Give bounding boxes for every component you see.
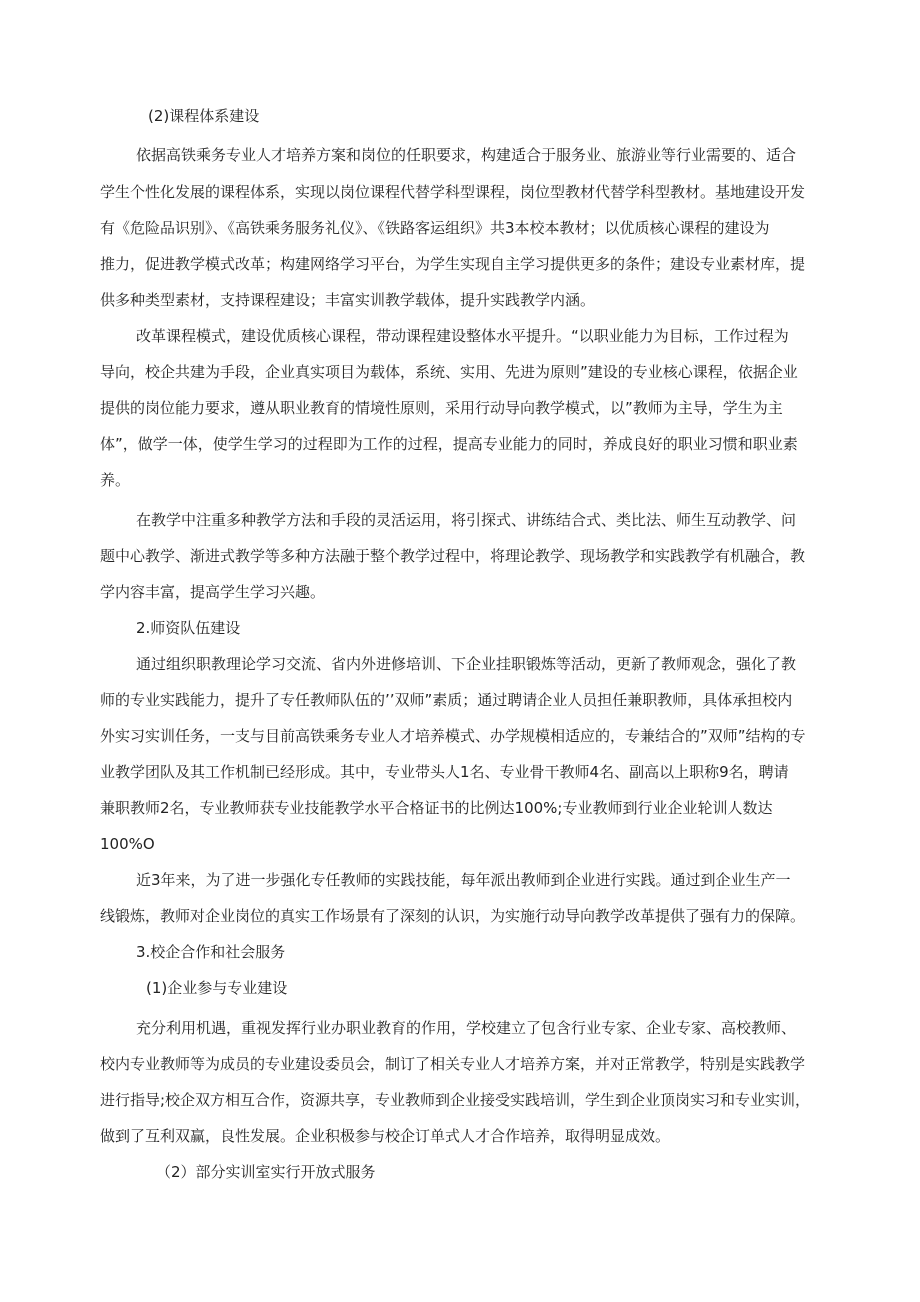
section-heading: 3.校企合作和社会服务 [136, 943, 286, 961]
paragraph-line: 100%O [100, 835, 155, 853]
paragraph-line: 养。 [100, 471, 131, 489]
paragraph-line: 校内专业教师等为成员的专业建设委员会，制订了相关专业人才培养方案，并对正常教学，特别是实践教学 [100, 1055, 806, 1073]
paragraph-line: 学内容丰富，提高学生学习兴趣。 [100, 583, 326, 601]
paragraph-line: 充分利用机遇，重视发挥行业办职业教育的作用，学校建立了包含行业专家、企业专家、高校教师、 [136, 1019, 797, 1037]
section-heading: 2.师资队伍建设 [136, 619, 241, 637]
paragraph-line: 推力，促进教学模式改革；构建网络学习平台，为学生实现自主学习提供更多的条件；建设专业素材库，提 [100, 255, 806, 273]
paragraph-line: 外实习实训任务，一支与目前高铁乘务专业人才培养模式、办学规模相适应的，专兼结合的”双师”结构的专 [100, 727, 806, 745]
subheading: （2）部分实训室实行开放式服务 [156, 1163, 376, 1181]
subheading: (2)课程体系建设 [148, 107, 260, 125]
paragraph-line: 近3年来，为了进一步强化专任教师的实践技能，每年派出教师到企业进行实践。通过到企业生产一 [136, 871, 791, 889]
paragraph-line: 提供的岗位能力要求，遵从职业教育的情境性原则，采用行动导向教学模式，以”教师为主导，学生为主 [100, 399, 783, 417]
paragraph-line: 做到了互利双赢，良性发展。企业积极参与校企订单式人才合作培养，取得明显成效。 [100, 1127, 671, 1145]
paragraph-line: 线锻炼，教师对企业岗位的真实工作场景有了深刻的认识，为实施行动导向教学改革提供了强有力的保障。 [100, 907, 806, 925]
paragraph-line: 依据高铁乘务专业人才培养方案和岗位的任职要求，构建适合于服务业、旅游业等行业需要的、适合 [136, 146, 797, 164]
paragraph-line: 体”，做学一体，使学生学习的过程即为工作的过程，提高专业能力的同时，养成良好的职业习惯和职业素 [100, 435, 798, 453]
paragraph-line: 师的专业实践能力，提升了专任教师队伍的’’双师”素质；通过聘请企业人员担任兼职教师，具体承担校内 [100, 691, 793, 709]
paragraph-line: 改革课程模式，建设优质核心课程，带动课程建设整体水平提升。“以职业能力为目标，工作过程为 [136, 327, 789, 345]
paragraph-line: 题中心教学、渐进式教学等多种方法融于整个教学过程中，将理论教学、现场教学和实践教学有机融合，教 [100, 547, 806, 565]
paragraph-line: 进行指导;校企双方相互合作，资源共享，专业教师到企业接受实践培训，学生到企业顶岗实习和专业实训， [100, 1091, 811, 1109]
subheading: (1)企业参与专业建设 [146, 979, 288, 997]
paragraph-line: 在教学中注重多种教学方法和手段的灵活运用，将引探式、讲练结合式、类比法、师生互动教学、问 [136, 511, 797, 529]
paragraph-line: 通过组织职教理论学习交流、省内外进修培训、下企业挂职锻炼等活动，更新了教师观念，强化了教 [136, 655, 797, 673]
paragraph-line: 导向，校企共建为手段，企业真实项目为载体，系统、实用、先进为原则”建设的专业核心课程，依据企业 [100, 363, 798, 381]
paragraph-line: 学生个性化发展的课程体系，实现以岗位课程代替学科型课程，岗位型教材代替学科型教材。基地建设开发 [100, 183, 806, 201]
paragraph-line: 供多种类型素材，支持课程建设；丰富实训教学载体，提升实践教学内涵。 [100, 291, 596, 309]
paragraph-line: 业教学团队及其工作机制已经形成。其中，专业带头人1名、专业骨干教师4名、副高以上职称9名，聘请 [100, 763, 789, 781]
paragraph-line: 兼职教师2名，专业教师获专业技能教学水平合格证书的比例达100%;专业教师到行业企业轮训人数达 [100, 799, 773, 817]
paragraph-line: 有《危险品识别》、《高铁乘务服务礼仪》、《铁路客运组织》共3本校本教材；以优质核心课程的建设为 [100, 219, 770, 237]
